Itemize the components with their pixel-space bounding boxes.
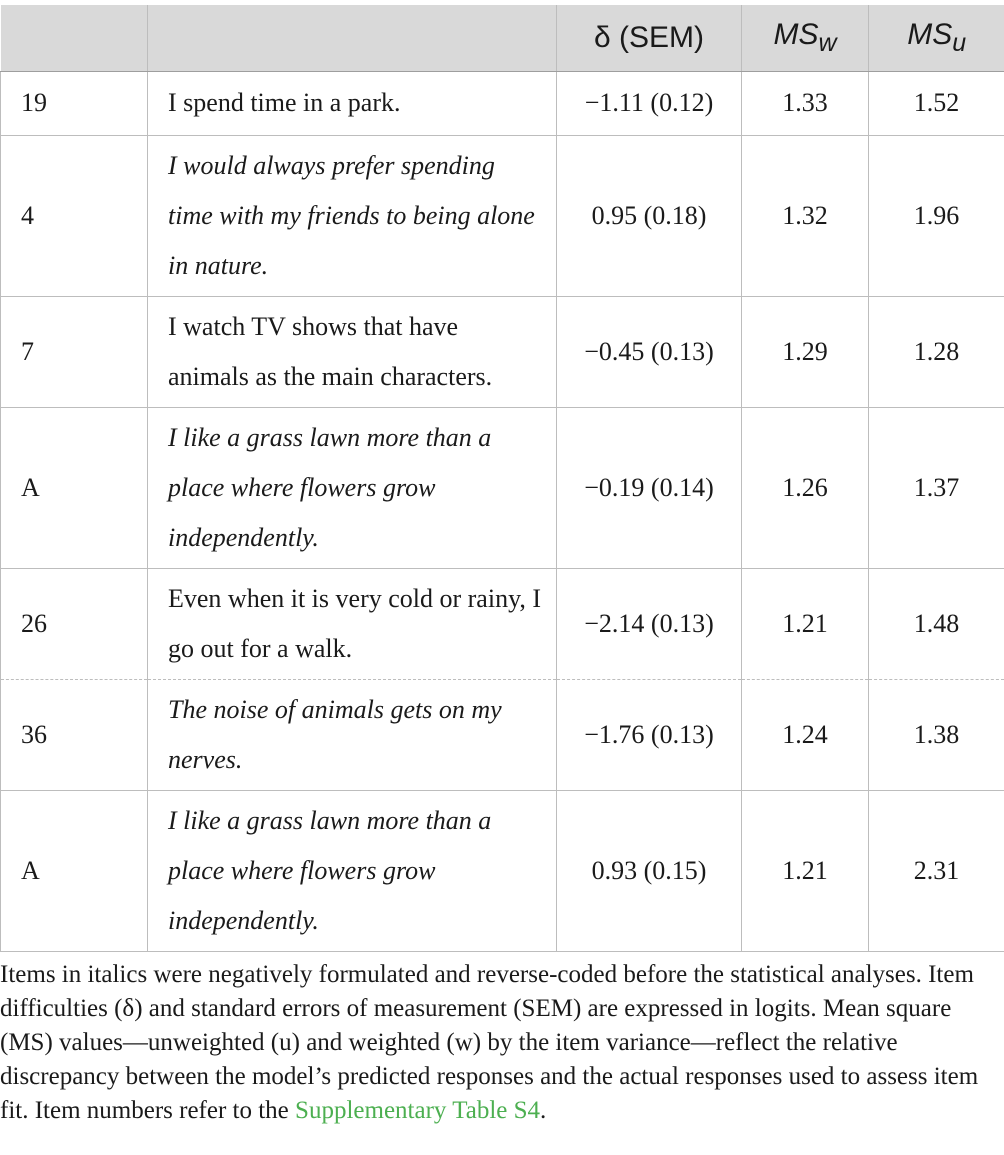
ms-weighted-value: 1.26 [742, 407, 869, 568]
item-statement: I spend time in a park. [148, 71, 557, 135]
fit-statistics-table [0, 5, 1004, 952]
ms-unweighted-value: 1.52 [869, 71, 1004, 135]
item-number: 4 [1, 135, 148, 296]
header-ms-weighted [742, 5, 869, 71]
table-row [1, 296, 1004, 407]
ms-weighted-value: 1.21 [742, 568, 869, 679]
table-row [1, 407, 1004, 568]
ms-unweighted-value: 2.31 [869, 790, 1004, 951]
item-number: 26 [1, 568, 148, 679]
ms-subscript-w: w [818, 28, 837, 57]
header-item [1, 5, 148, 71]
item-number: 7 [1, 296, 148, 407]
ms-weighted-value: 1.33 [742, 71, 869, 135]
ms-unweighted-value: 1.37 [869, 407, 1004, 568]
ms-unweighted-value: 1.28 [869, 296, 1004, 407]
ms-label: MS [907, 17, 953, 51]
header-ms-unweighted [869, 5, 1004, 71]
header-statement [148, 5, 557, 71]
supplementary-table-link[interactable]: Supplementary Table S4 [295, 1097, 541, 1124]
ms-unweighted-value: 1.96 [869, 135, 1004, 296]
header-row [1, 5, 1004, 71]
delta-sem-value: −0.45 (0.13) [557, 296, 742, 407]
delta-sem-value: −0.19 (0.14) [557, 407, 742, 568]
ms-weighted-value: 1.21 [742, 790, 869, 951]
ms-weighted-value: 1.24 [742, 679, 869, 790]
ms-weighted-value: 1.29 [742, 296, 869, 407]
table-row [1, 679, 1004, 790]
item-number: A [1, 407, 148, 568]
table-row [1, 135, 1004, 296]
item-statement: The noise of animals gets on my nerves. [148, 679, 557, 790]
item-statement: I watch TV shows that have animals as the main characters. [148, 296, 557, 407]
item-statement: I like a grass lawn more than a place where flowers grow independently. [148, 407, 557, 568]
item-statement: I like a grass lawn more than a place where flowers grow independently. [148, 790, 557, 951]
table-footnote [0, 958, 1000, 1128]
footnote-end: . [540, 1097, 547, 1124]
item-statement: I would always prefer spending time with my friends to being alone in nature. [148, 135, 557, 296]
ms-unweighted-value: 1.38 [869, 679, 1004, 790]
item-number: 36 [1, 679, 148, 790]
delta-sem-value: −1.76 (0.13) [557, 679, 742, 790]
delta-sem-value: 0.93 (0.15) [557, 790, 742, 951]
footnote-text: Items in italics were negatively formulated and reverse-coded before the statistical analyses. Item difficulties (δ) and standard errors of measurement (SEM) are expressed in logits. Mean square (MS) values—unweighted (u) and weighted (w) by the item variance—reflect the relative discrepancy between the model’s predicted responses and the actual responses used to assess item fit. Item numbers refer to the [0, 961, 979, 1124]
table-row [1, 568, 1004, 679]
ms-label: MS [773, 17, 819, 51]
header-delta-sem: δ (SEM) [557, 5, 742, 71]
item-number: 19 [1, 71, 148, 135]
delta-sem-value: −2.14 (0.13) [557, 568, 742, 679]
delta-sem-value: −1.11 (0.12) [557, 71, 742, 135]
ms-subscript-u: u [952, 28, 967, 57]
delta-sem-value: 0.95 (0.18) [557, 135, 742, 296]
item-statement: Even when it is very cold or rainy, I go out for a walk. [148, 568, 557, 679]
table-row [1, 790, 1004, 951]
ms-weighted-value: 1.32 [742, 135, 869, 296]
ms-unweighted-value: 1.48 [869, 568, 1004, 679]
table-row [1, 71, 1004, 135]
item-number: A [1, 790, 148, 951]
